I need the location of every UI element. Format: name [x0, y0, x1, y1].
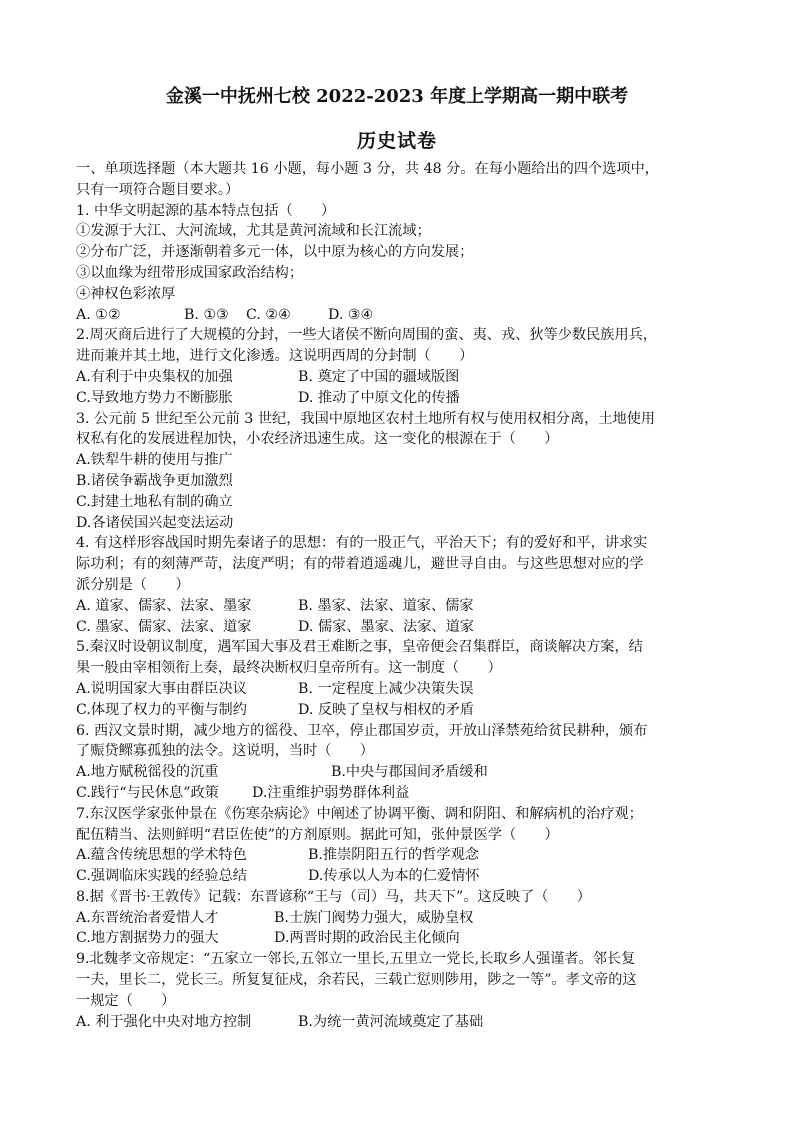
q4-option-d[interactable]: D. 儒家、墨家、法家、道家 [298, 618, 474, 635]
q6-option-a[interactable]: A.地方赋税徭役的沉重 [76, 764, 219, 781]
q5-option-a[interactable]: A.说明国家大事由群臣决议 [76, 680, 247, 697]
q6-options-row1 [76, 762, 726, 783]
q4-option-b[interactable]: B. 墨家、法家、道家、儒家 [298, 597, 474, 614]
q1-option-c[interactable]: C. ②④ [246, 306, 291, 323]
q7-options-row1 [76, 845, 726, 866]
exam-subtitle: 历史试卷 [356, 130, 437, 152]
q4-option-a[interactable]: A. 道家、儒家、法家、墨家 [76, 597, 252, 614]
q1-option-a[interactable]: A. ①② [76, 306, 121, 323]
q5-option-b[interactable]: B. 一定程度上减少决策失误 [298, 680, 474, 697]
q5-option-d[interactable]: D. 反映了皇权与相权的矛盾 [298, 701, 474, 718]
q6-stem-cont: 了赈贷鳏寡孤独的法令。这说明，当时（ ） [76, 743, 374, 760]
q6-option-c[interactable]: C.践行“与民休息”政策 [76, 784, 219, 801]
q5-options-row1 [76, 679, 726, 700]
q8-option-c[interactable]: C.地方割据势力的强大 [76, 930, 219, 947]
q4-option-c[interactable]: C. 墨家、儒家、法家、道家 [76, 618, 252, 635]
q4-stem: 4. 有这样形容战国时期先秦诸子的思想：有的一股正气，平治天下；有的爱好和平，讲求实 [76, 535, 648, 552]
q3-option-b[interactable]: B.诸侯争霸战争更加激烈 [76, 472, 233, 489]
q7-stem: 7.东汉医学家张仲景在《伤寒杂病论》中阐述了协调平衡、调和阴阳、和解病机的治疗观； [76, 805, 643, 822]
q5-option-c[interactable]: C.体现了权力的平衡与制约 [76, 701, 247, 718]
q9-stem: 9.北魏孝文帝规定：“五家立一邻长,五邻立一里长,五里立一党长,长取乡人强谨者。邻长复 [76, 951, 636, 968]
q8-option-a[interactable]: A.东晋统治者爱惜人才 [76, 909, 219, 926]
exam-title: 金溪一中抚州七校 2022-2023 年度上学期高一期中联考 [165, 86, 629, 107]
q2-options-row1 [76, 367, 726, 388]
q6-stem: 6. 西汉文景时期，减少地方的徭役、卫卒，停止郡国岁贡，开放山泽禁苑给贫民耕种，颁布 [76, 722, 648, 739]
q2-stem: 2.周灭商后进行了大规模的分封，一些大诸侯不断向周围的蛮、夷、戎、狄等少数民族用兵， [76, 327, 658, 344]
q3-option-c[interactable]: C.封建土地私有制的确立 [76, 493, 233, 510]
q9-stem-cont: 一规定（ ） [76, 992, 176, 1009]
q3-stem: 3. 公元前 5 世纪至公元前 3 世纪，我国中原地区农村土地所有权与使用权相分离，土地使用 [76, 410, 656, 427]
q9-option-a[interactable]: A. 利于强化中央对地方控制 [76, 1013, 252, 1030]
q2-option-d[interactable]: D. 推动了中原文化的传播 [298, 389, 460, 406]
q3-option-a[interactable]: A.铁犁牛耕的使用与推广 [76, 452, 233, 469]
q1-options [76, 305, 726, 326]
q2-option-c[interactable]: C.导致地方势力不断膨胀 [76, 389, 233, 406]
exam-body [76, 159, 726, 1032]
q1-item: ④神权色彩浓厚 [76, 285, 176, 302]
q9-options-row1 [76, 1012, 726, 1033]
q1-item: ③以血缘为纽带形成国家政治结构； [76, 264, 304, 281]
q1-option-b[interactable]: B. ①③ [184, 306, 229, 323]
q1-item: ②分布广泛，并逐渐朝着多元一体，以中原为核心的方向发展； [76, 244, 474, 261]
section-instruction-cont: 只有一项符合题目要求。） [76, 181, 240, 198]
section-instruction: 一、单项选择题（本大题共 16 小题，每小题 3 分，共 48 分。在每小题给出的四个选项中， [76, 161, 659, 177]
q5-stem-cont: 果一般由宰相领衔上奏，最终决断权归皇帝所有。这一制度（ ） [76, 660, 502, 677]
q6-option-b[interactable]: B.中央与郡国间矛盾缓和 [331, 764, 488, 781]
q3-stem-cont: 权私有化的发展进程加快，小农经济迅速生成。这一变化的根源在于（ ） [76, 431, 559, 448]
q1-item: ①发源于大江、大河流域，尤其是黄河流域和长江流域； [76, 223, 431, 240]
q8-option-b[interactable]: B.士族门阀势力强大，威胁皇权 [274, 909, 474, 926]
q7-option-a[interactable]: A.蕴含传统思想的学术特色 [76, 847, 247, 864]
q4-options-row1 [76, 596, 726, 617]
q8-option-d[interactable]: D.两晋时期的政治民主化倾向 [274, 930, 460, 947]
q7-option-d[interactable]: D.传承以人为本的仁爱情怀 [308, 868, 480, 885]
q7-option-c[interactable]: C.强调临床实践的经验总结 [76, 868, 247, 885]
q6-options-row2 [76, 783, 726, 804]
q8-options-row1 [76, 908, 726, 929]
q6-option-d[interactable]: D.注重维护弱势群体利益 [252, 784, 410, 801]
q3-option-d[interactable]: D.各诸侯国兴起变法运动 [76, 514, 234, 531]
q8-options-row2 [76, 928, 726, 949]
q2-option-a[interactable]: A.有利于中央集权的加强 [76, 368, 233, 385]
q7-stem-cont: 配伍精当、法则鲜明“君臣佐使”的方剂原则。据此可知，张仲景医学（ ） [76, 826, 559, 843]
q7-option-b[interactable]: B.推崇阴阳五行的哲学观念 [308, 847, 479, 864]
q7-options-row2 [76, 866, 726, 887]
q1-stem: 1. 中华文明起源的基本特点包括（ ） [76, 202, 336, 219]
q4-options-row2 [76, 617, 726, 638]
q5-stem: 5.秦汉时设朝议制度，遇军国大事及君王难断之事，皇帝便会召集群臣，商谈解决方案，结 [76, 639, 643, 656]
q5-options-row2 [76, 700, 726, 721]
q1-option-d[interactable]: D. ③④ [328, 306, 374, 323]
q9-option-b[interactable]: B.为统一黄河流域奠定了基础 [298, 1013, 484, 1030]
q4-stem-cont: 际功利；有的刻薄严苛，法度严明；有的带着逍遥魂儿，避世寻自由。与这些思想对应的学 [76, 556, 644, 573]
q8-stem: 8.据《晋书·王敦传》记载：东晋谚称“王与（司）马，共天下”。这反映了（ ） [76, 888, 591, 905]
q4-stem-cont: 派分别是（ ） [76, 576, 190, 593]
q2-stem-cont: 进而兼并其土地，进行文化渗透。这说明西周的分封制（ ） [76, 348, 474, 365]
q2-option-b[interactable]: B. 奠定了中国的疆域版图 [298, 368, 460, 385]
q9-stem-cont: 一夫，里长二，党长三。所复复征戍，余若民，三载亡愆则陟用，陟之一等”。孝文帝的这 [76, 972, 637, 989]
q2-options-row2 [76, 388, 726, 409]
